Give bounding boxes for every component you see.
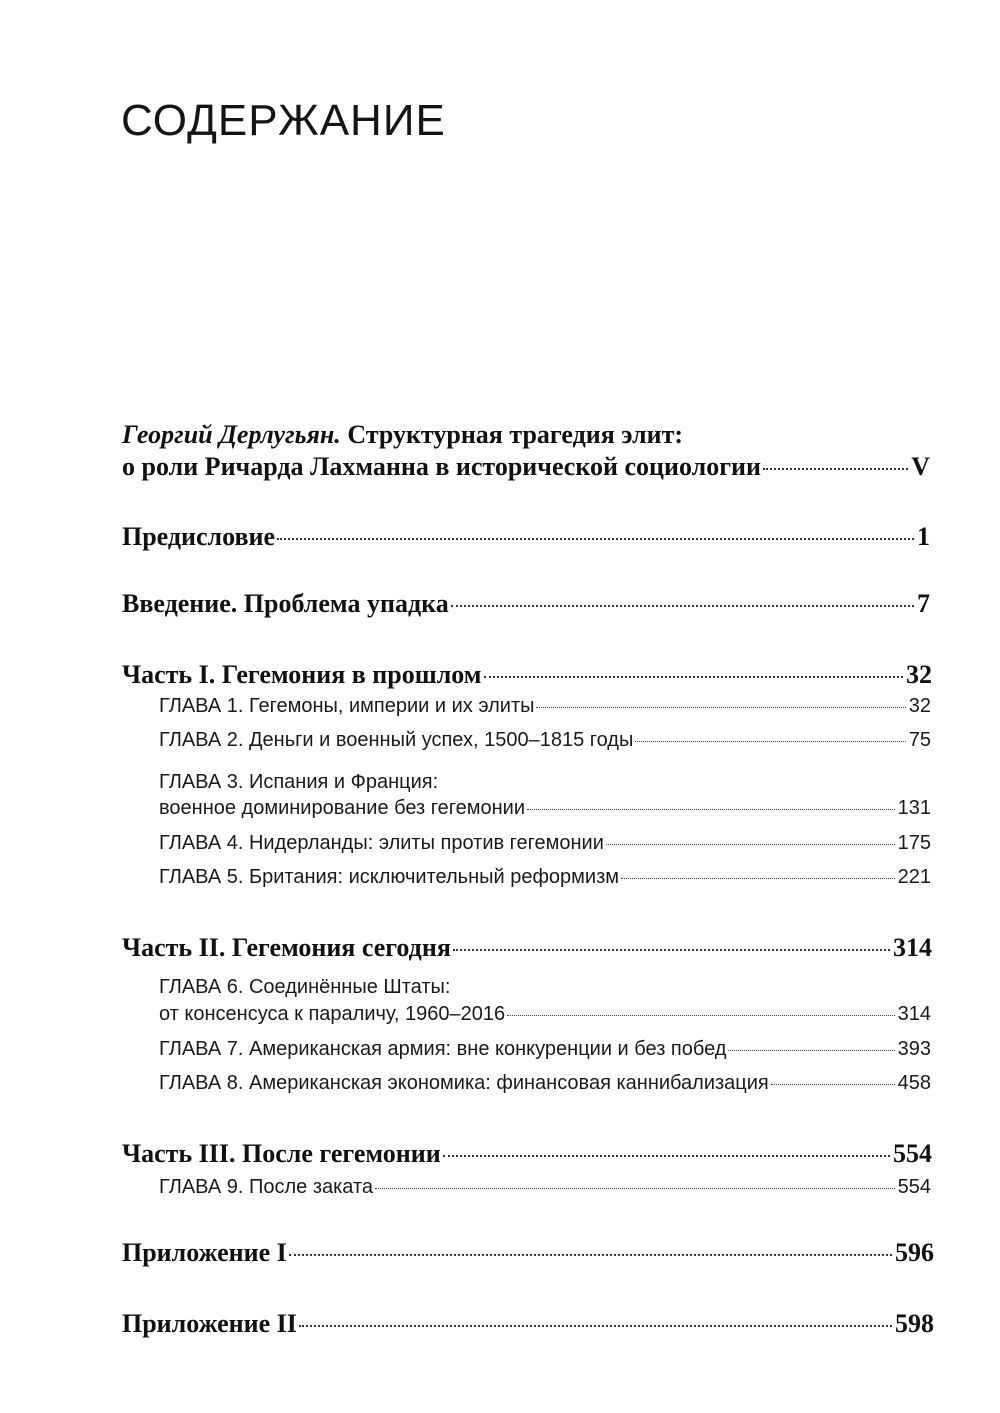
entry-label: ГЛАВА 8. Американская экономика: финансовая каннибализация: [159, 1072, 769, 1094]
chapter-3-line1: ГЛАВА 3. Испания и Франция:: [159, 771, 439, 793]
dot-leader: [507, 1015, 894, 1016]
page-number: 75: [908, 729, 931, 751]
dot-leader: [289, 1254, 892, 1256]
dot-leader: [527, 809, 895, 810]
toc-entry-appendix-2[interactable]: [122, 1309, 934, 1349]
dot-leader: [771, 1084, 895, 1085]
dot-leader: [621, 878, 895, 879]
page-title: СОДЕРЖАНИЕ: [121, 96, 446, 145]
entry-label: Часть I. Гегемония в прошлом: [122, 660, 482, 689]
entry-label: ГЛАВА 5. Британия: исключительный реформизм: [159, 866, 620, 888]
page-number: 314: [893, 933, 932, 962]
page-number: 175: [897, 832, 931, 854]
dot-leader: [635, 741, 905, 742]
dot-leader: [375, 1188, 895, 1189]
entry-label: ГЛАВА 9. После заката: [159, 1176, 374, 1198]
toc-entry-chapter-2[interactable]: [159, 729, 931, 769]
entry-label: Введение. Проблема упадка: [122, 589, 449, 618]
page-number: 7: [917, 589, 930, 618]
page-number: 554: [897, 1176, 931, 1198]
page-number: 596: [895, 1238, 934, 1267]
entry-label: Приложение II: [122, 1309, 297, 1338]
toc-entry-chapter-8[interactable]: [159, 1072, 931, 1112]
page-number: 1: [917, 522, 930, 551]
dot-leader: [453, 949, 890, 951]
dot-leader: [299, 1325, 892, 1327]
entry-label: Часть III. После гегемонии: [122, 1139, 441, 1168]
dot-leader: [536, 707, 905, 708]
page-number: V: [911, 452, 930, 481]
entry-label: Предисловие: [122, 522, 276, 551]
chapter-6-line1: ГЛАВА 6. Соединённые Штаты:: [159, 976, 451, 998]
dot-leader: [728, 1050, 894, 1051]
entry-label: ГЛАВА 2. Деньги и военный успех, 1500–1815 годы: [159, 729, 634, 751]
entry-label: ГЛАВА 4. Нидерланды: элиты против гегемонии: [159, 832, 604, 854]
foreword-line1: [122, 420, 683, 450]
page-number: 393: [897, 1038, 931, 1060]
foreword-title-line1: Структурная трагедия элит:: [347, 420, 684, 449]
page-number: 221: [897, 866, 931, 888]
foreword-author: Георгий Дерлугьян.: [122, 420, 341, 449]
toc-entry-introduction[interactable]: [122, 589, 930, 629]
page-number: 458: [897, 1072, 931, 1094]
page-number: 32: [908, 695, 931, 717]
dot-leader: [606, 844, 895, 845]
page-number: 554: [893, 1139, 932, 1168]
toc-entry-part-1[interactable]: [122, 660, 932, 700]
toc-entry-chapter-3[interactable]: [159, 797, 931, 837]
toc-entry-chapter-6[interactable]: [159, 1003, 931, 1043]
entry-label: ГЛАВА 7. Американская армия: вне конкуренции и без побед: [159, 1038, 727, 1060]
dot-leader: [451, 605, 914, 607]
entry-label: военное доминирование без гегемонии: [159, 797, 525, 819]
entry-label: Часть II. Гегемония сегодня: [122, 933, 451, 962]
page-number: 32: [906, 660, 932, 689]
page-number: 131: [897, 797, 931, 819]
entry-label: Приложение I: [122, 1238, 287, 1267]
toc-entry-chapter-5[interactable]: [159, 866, 931, 906]
toc-entry-foreword[interactable]: [122, 452, 930, 492]
dot-leader: [763, 468, 908, 470]
toc-entry-preface[interactable]: [122, 522, 930, 562]
toc-entry-part-3[interactable]: [122, 1139, 932, 1179]
toc-entry-chapter-9[interactable]: [159, 1176, 931, 1216]
dot-leader: [277, 538, 914, 540]
entry-label: ГЛАВА 1. Гегемоны, империи и их элиты: [159, 695, 535, 717]
foreword-title-line2: о роли Ричарда Лахманна в исторической социологии: [122, 452, 761, 481]
page-number: 598: [895, 1309, 934, 1338]
entry-label: от консенсуса к параличу, 1960–2016: [159, 1003, 506, 1025]
dot-leader: [443, 1155, 890, 1157]
dot-leader: [484, 676, 904, 678]
page-number: 314: [897, 1003, 931, 1025]
toc-entry-appendix-1[interactable]: [122, 1238, 934, 1278]
toc-entry-part-2[interactable]: [122, 933, 932, 973]
